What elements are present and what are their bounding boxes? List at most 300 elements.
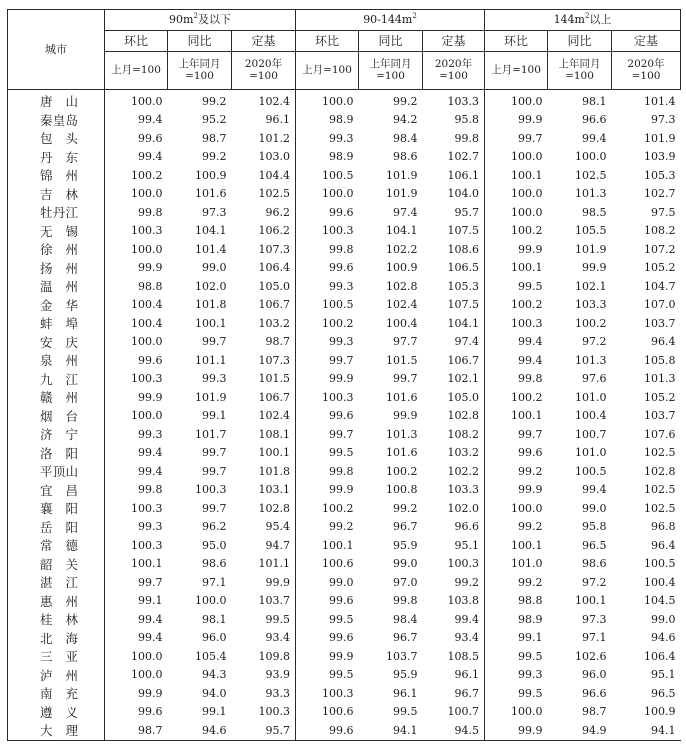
value-cell: 100.2 <box>105 166 168 185</box>
value-cell: 101.9 <box>386 168 418 182</box>
value-cell: 97.5 <box>651 205 676 219</box>
value-cell: 102.8 <box>644 464 676 478</box>
value-cell: 102.0 <box>195 279 227 293</box>
value-cell: 99.8 <box>296 462 359 481</box>
city-cell: 桂林 <box>8 610 105 629</box>
value-cell: 97.3 <box>582 612 607 626</box>
value-cell: 97.2 <box>582 335 607 349</box>
base-header-line: =100 <box>631 69 661 82</box>
city-cell: 泸州 <box>8 666 105 685</box>
value-cell: 99.6 <box>296 203 359 222</box>
value-cell: 100.0 <box>485 148 548 167</box>
value-cell: 100.0 <box>105 666 168 685</box>
value-cell: 100.0 <box>485 90 548 111</box>
value-cell: 99.4 <box>105 629 168 648</box>
value-cell: 99.7 <box>485 425 548 444</box>
value-cell: 101.3 <box>575 187 607 201</box>
base-header-line: 上月=100 <box>491 63 541 76</box>
header-row-bases <box>8 52 681 90</box>
value-cell: 95.2 <box>202 113 227 127</box>
value-cell: 100.3 <box>105 499 168 518</box>
value-cell: 102.8 <box>447 409 479 423</box>
value-cell: 100.2 <box>575 316 607 330</box>
value-cell: 99.4 <box>105 610 168 629</box>
value-cell: 99.9 <box>485 111 548 130</box>
group-header-small-sup: 2 <box>193 12 198 21</box>
table-row <box>8 296 681 315</box>
value-cell: 103.3 <box>447 94 479 108</box>
value-cell: 99.2 <box>485 518 548 537</box>
base-header-cell <box>359 52 423 90</box>
value-cell: 99.1 <box>105 592 168 611</box>
value-cell: 99.9 <box>296 481 359 500</box>
value-cell: 96.4 <box>651 335 676 349</box>
value-cell: 99.3 <box>105 518 168 537</box>
value-cell: 98.9 <box>296 111 359 130</box>
table-row <box>8 518 681 537</box>
value-cell: 100.2 <box>296 314 359 333</box>
value-cell: 94.3 <box>202 668 227 682</box>
value-cell: 103.7 <box>644 316 676 330</box>
subheader-cell: 同比 <box>359 31 423 52</box>
base-header-line: 上月=100 <box>111 63 161 76</box>
city-cell: 温州 <box>8 277 105 296</box>
table-row <box>8 111 681 130</box>
table-header <box>8 10 681 90</box>
value-cell: 100.1 <box>485 536 548 555</box>
table-row <box>8 148 681 167</box>
value-cell: 99.7 <box>202 335 227 349</box>
subheader-cell: 定基 <box>423 31 485 52</box>
value-cell: 100.3 <box>296 684 359 703</box>
value-cell: 100.0 <box>296 185 359 204</box>
base-header-cell <box>423 52 485 90</box>
value-cell: 94.1 <box>359 721 423 740</box>
value-cell: 96.6 <box>454 520 479 534</box>
value-cell: 100.0 <box>105 407 168 426</box>
value-cell: 109.8 <box>258 649 290 663</box>
value-cell: 99.7 <box>202 464 227 478</box>
value-cell: 99.5 <box>296 610 359 629</box>
value-cell: 99.8 <box>393 594 418 608</box>
table-row <box>8 684 681 703</box>
value-cell: 100.3 <box>105 370 168 389</box>
base-header-cell <box>485 52 548 90</box>
value-cell: 100.9 <box>644 705 676 719</box>
value-cell: 102.8 <box>386 279 418 293</box>
value-cell: 99.2 <box>393 501 418 515</box>
value-cell: 99.4 <box>582 483 607 497</box>
value-cell: 99.3 <box>485 666 548 685</box>
table-row <box>8 166 681 185</box>
value-cell: 101.9 <box>386 187 418 201</box>
value-cell: 100.1 <box>575 594 607 608</box>
base-header-cell <box>612 52 681 90</box>
city-cell: 惠州 <box>8 592 105 611</box>
value-cell: 101.9 <box>195 390 227 404</box>
value-cell: 98.8 <box>105 277 168 296</box>
value-cell: 100.0 <box>105 90 168 111</box>
value-cell: 99.9 <box>296 647 359 666</box>
group-header-medium-sup: 2 <box>412 12 417 21</box>
value-cell: 99.6 <box>296 629 359 648</box>
value-cell: 99.5 <box>485 647 548 666</box>
value-cell: 105.5 <box>575 224 607 238</box>
value-cell: 96.5 <box>582 538 607 552</box>
table-row <box>8 573 681 592</box>
value-cell: 99.6 <box>105 703 168 722</box>
city-cell: 丹东 <box>8 148 105 167</box>
value-cell: 103.8 <box>447 594 479 608</box>
subheader-cell: 同比 <box>548 31 612 52</box>
table-row <box>8 555 681 574</box>
value-cell: 95.7 <box>232 721 296 740</box>
subheader-cell: 环比 <box>105 31 168 52</box>
header-row-subtypes <box>8 31 681 52</box>
value-cell: 99.6 <box>485 444 548 463</box>
group-header-small-suffix: 及以下 <box>197 13 231 27</box>
value-cell: 106.7 <box>258 298 290 312</box>
value-cell: 93.4 <box>265 631 290 645</box>
city-cell: 韶关 <box>8 555 105 574</box>
value-cell: 99.5 <box>296 666 359 685</box>
value-cell: 101.4 <box>195 242 227 256</box>
city-cell: 蚌埠 <box>8 314 105 333</box>
value-cell: 105.4 <box>195 649 227 663</box>
table-row <box>8 314 681 333</box>
value-cell: 100.5 <box>296 166 359 185</box>
value-cell: 108.6 <box>447 242 479 256</box>
city-cell: 南充 <box>8 684 105 703</box>
value-cell: 101.0 <box>485 555 548 574</box>
value-cell: 99.7 <box>105 573 168 592</box>
value-cell: 103.2 <box>258 316 290 330</box>
base-header-line: 上年同月 <box>558 58 601 71</box>
table-row <box>8 536 681 555</box>
table-row <box>8 721 681 740</box>
value-cell: 97.4 <box>393 205 418 219</box>
subheader-cell: 环比 <box>296 31 359 52</box>
value-cell: 99.9 <box>393 409 418 423</box>
value-cell: 100.0 <box>485 499 548 518</box>
city-cell: 济宁 <box>8 425 105 444</box>
base-header-cell <box>232 52 296 90</box>
value-cell: 103.2 <box>447 446 479 460</box>
value-cell: 100.6 <box>296 555 359 574</box>
value-cell: 101.3 <box>575 353 607 367</box>
value-cell: 102.0 <box>447 501 479 515</box>
value-cell: 95.7 <box>454 205 479 219</box>
value-cell: 100.3 <box>296 222 359 241</box>
value-cell: 101.9 <box>575 242 607 256</box>
value-cell: 102.7 <box>447 150 479 164</box>
subheader-cell: 环比 <box>485 31 548 52</box>
value-cell: 99.1 <box>202 409 227 423</box>
value-cell: 100.0 <box>195 594 227 608</box>
value-cell: 96.1 <box>393 686 418 700</box>
value-cell: 97.2 <box>582 575 607 589</box>
value-cell: 100.0 <box>485 185 548 204</box>
table-row <box>8 90 681 111</box>
value-cell: 99.4 <box>582 131 607 145</box>
city-cell: 锦州 <box>8 166 105 185</box>
value-cell: 102.5 <box>644 483 676 497</box>
value-cell: 98.1 <box>202 612 227 626</box>
value-cell: 100.0 <box>485 703 548 722</box>
value-cell: 100.6 <box>296 703 359 722</box>
value-cell: 99.9 <box>105 684 168 703</box>
value-cell: 100.3 <box>105 536 168 555</box>
group-header-large-sup: 2 <box>585 12 590 21</box>
value-cell: 98.6 <box>582 557 607 571</box>
city-cell: 安庆 <box>8 333 105 352</box>
value-cell: 101.8 <box>195 298 227 312</box>
value-cell: 99.3 <box>296 333 359 352</box>
value-cell: 97.0 <box>393 575 418 589</box>
value-cell: 99.2 <box>393 94 418 108</box>
value-cell: 105.0 <box>447 390 479 404</box>
value-cell: 98.9 <box>485 610 548 629</box>
value-cell: 99.3 <box>105 425 168 444</box>
value-cell: 101.5 <box>258 372 290 386</box>
city-cell: 九江 <box>8 370 105 389</box>
value-cell: 100.0 <box>485 203 548 222</box>
value-cell: 101.0 <box>575 446 607 460</box>
base-header-line: 2020年 <box>244 58 283 71</box>
value-cell: 99.6 <box>296 407 359 426</box>
value-cell: 99.9 <box>582 261 607 275</box>
city-cell: 赣州 <box>8 388 105 407</box>
value-cell: 94.0 <box>202 686 227 700</box>
value-cell: 99.6 <box>105 351 168 370</box>
city-cell: 唐山 <box>8 90 105 111</box>
table-row <box>8 647 681 666</box>
value-cell: 101.4 <box>644 94 676 108</box>
value-cell: 97.4 <box>454 335 479 349</box>
city-cell: 徐州 <box>8 240 105 259</box>
value-cell: 103.3 <box>447 483 479 497</box>
value-cell: 108.2 <box>644 224 676 238</box>
value-cell: 98.7 <box>105 721 168 740</box>
table-row <box>8 703 681 722</box>
city-column-header: 城市 <box>8 10 105 90</box>
group-header-small <box>105 10 296 31</box>
value-cell: 95.8 <box>582 520 607 534</box>
value-cell: 97.1 <box>582 631 607 645</box>
value-cell: 101.6 <box>195 187 227 201</box>
value-cell: 99.7 <box>393 372 418 386</box>
value-cell: 102.1 <box>575 279 607 293</box>
value-cell: 99.9 <box>105 259 168 278</box>
city-cell: 包头 <box>8 129 105 148</box>
table-row <box>8 370 681 389</box>
table-row <box>8 277 681 296</box>
value-cell: 99.2 <box>296 518 359 537</box>
subheader-cell: 定基 <box>612 31 681 52</box>
table-row <box>8 444 681 463</box>
value-cell: 99.0 <box>651 612 676 626</box>
subheader-cell: 定基 <box>232 31 296 52</box>
value-cell: 105.8 <box>644 353 676 367</box>
value-cell: 100.5 <box>644 557 676 571</box>
value-cell: 94.9 <box>548 721 612 740</box>
value-cell: 93.4 <box>454 631 479 645</box>
base-header-cell <box>296 52 359 90</box>
value-cell: 108.2 <box>447 427 479 441</box>
value-cell: 108.5 <box>447 649 479 663</box>
price-index-table-document <box>7 9 680 741</box>
value-cell: 104.1 <box>195 224 227 238</box>
value-cell: 99.9 <box>265 575 290 589</box>
table-row <box>8 129 681 148</box>
value-cell: 100.5 <box>296 296 359 315</box>
value-cell: 96.7 <box>393 631 418 645</box>
value-cell: 100.1 <box>105 555 168 574</box>
table-body <box>8 90 681 741</box>
value-cell: 99.3 <box>296 277 359 296</box>
value-cell: 99.2 <box>454 575 479 589</box>
value-cell: 107.5 <box>447 298 479 312</box>
value-cell: 103.1 <box>258 483 290 497</box>
value-cell: 104.0 <box>447 187 479 201</box>
value-cell: 105.2 <box>644 390 676 404</box>
value-cell: 98.5 <box>582 205 607 219</box>
value-cell: 101.3 <box>386 427 418 441</box>
value-cell: 100.1 <box>485 259 548 278</box>
value-cell: 100.5 <box>575 464 607 478</box>
city-cell: 遵义 <box>8 703 105 722</box>
value-cell: 99.8 <box>296 240 359 259</box>
value-cell: 100.2 <box>485 222 548 241</box>
value-cell: 96.6 <box>582 113 607 127</box>
value-cell: 96.1 <box>265 113 290 127</box>
value-cell: 101.6 <box>386 446 418 460</box>
table-row <box>8 185 681 204</box>
value-cell: 100.3 <box>447 557 479 571</box>
subheader-cell: 同比 <box>168 31 232 52</box>
value-cell: 101.3 <box>644 372 676 386</box>
value-cell: 97.1 <box>202 575 227 589</box>
city-cell: 岳阳 <box>8 518 105 537</box>
table-row <box>8 240 681 259</box>
city-cell: 平顶山 <box>8 462 105 481</box>
base-header-cell <box>105 52 168 90</box>
value-cell: 99.3 <box>202 372 227 386</box>
value-cell: 99.0 <box>296 573 359 592</box>
base-header-line: 2020年 <box>627 58 665 71</box>
value-cell: 93.9 <box>265 668 290 682</box>
value-cell: 99.4 <box>105 148 168 167</box>
value-cell: 101.9 <box>644 131 676 145</box>
value-cell: 100.3 <box>195 483 227 497</box>
value-cell: 100.1 <box>485 166 548 185</box>
value-cell: 99.9 <box>296 370 359 389</box>
table-row <box>8 222 681 241</box>
table-row <box>8 333 681 352</box>
value-cell: 101.7 <box>195 427 227 441</box>
value-cell: 102.5 <box>258 187 290 201</box>
value-cell: 99.4 <box>105 111 168 130</box>
value-cell: 95.9 <box>393 668 418 682</box>
value-cell: 98.7 <box>582 705 607 719</box>
value-cell: 98.6 <box>393 150 418 164</box>
value-cell: 98.4 <box>393 612 418 626</box>
value-cell: 103.7 <box>258 594 290 608</box>
value-cell: 98.7 <box>265 335 290 349</box>
value-cell: 96.6 <box>582 686 607 700</box>
price-index-table <box>7 9 681 741</box>
value-cell: 100.2 <box>296 499 359 518</box>
value-cell: 96.0 <box>202 631 227 645</box>
table-row <box>8 481 681 500</box>
base-header-line: =100 <box>565 69 594 82</box>
value-cell: 104.5 <box>644 594 676 608</box>
table-row <box>8 425 681 444</box>
value-cell: 99.6 <box>296 592 359 611</box>
city-cell: 金华 <box>8 296 105 315</box>
value-cell: 100.7 <box>575 427 607 441</box>
value-cell: 101.8 <box>258 464 290 478</box>
value-cell: 94.6 <box>651 631 676 645</box>
value-cell: 100.3 <box>485 314 548 333</box>
value-cell: 99.9 <box>485 721 548 740</box>
value-cell: 103.9 <box>644 150 676 164</box>
value-cell: 100.4 <box>105 314 168 333</box>
value-cell: 101.2 <box>258 131 290 145</box>
value-cell: 96.2 <box>265 205 290 219</box>
value-cell: 103.7 <box>386 649 418 663</box>
table-row <box>8 666 681 685</box>
value-cell: 99.1 <box>485 629 548 648</box>
value-cell: 99.7 <box>296 425 359 444</box>
base-header-line: =100 <box>376 69 405 82</box>
header-row-groups <box>8 10 681 31</box>
value-cell: 104.1 <box>386 224 418 238</box>
value-cell: 99.9 <box>485 481 548 500</box>
value-cell: 94.7 <box>265 538 290 552</box>
value-cell: 101.0 <box>575 390 607 404</box>
value-cell: 106.5 <box>447 261 479 275</box>
value-cell: 97.7 <box>393 335 418 349</box>
value-cell: 102.5 <box>644 501 676 515</box>
city-cell: 牡丹江 <box>8 203 105 222</box>
value-cell: 107.5 <box>447 224 479 238</box>
base-header-line: =100 <box>439 69 468 82</box>
base-header-line: =100 <box>185 69 214 82</box>
value-cell: 95.4 <box>265 520 290 534</box>
value-cell: 98.1 <box>582 94 607 108</box>
city-cell: 北海 <box>8 629 105 648</box>
value-cell: 98.9 <box>296 148 359 167</box>
value-cell: 100.4 <box>644 575 676 589</box>
value-cell: 105.3 <box>644 168 676 182</box>
value-cell: 99.8 <box>105 203 168 222</box>
city-cell: 宜昌 <box>8 481 105 500</box>
value-cell: 99.7 <box>485 129 548 148</box>
value-cell: 100.1 <box>258 446 290 460</box>
value-cell: 97.3 <box>651 113 676 127</box>
city-cell: 襄阳 <box>8 499 105 518</box>
value-cell: 99.9 <box>105 388 168 407</box>
value-cell: 99.8 <box>105 481 168 500</box>
value-cell: 100.1 <box>485 407 548 426</box>
value-cell: 94.2 <box>393 113 418 127</box>
value-cell: 99.0 <box>582 501 607 515</box>
value-cell: 100.0 <box>575 150 607 164</box>
value-cell: 102.4 <box>258 409 290 423</box>
base-header-line: 2020年 <box>434 58 473 71</box>
value-cell: 105.3 <box>447 279 479 293</box>
